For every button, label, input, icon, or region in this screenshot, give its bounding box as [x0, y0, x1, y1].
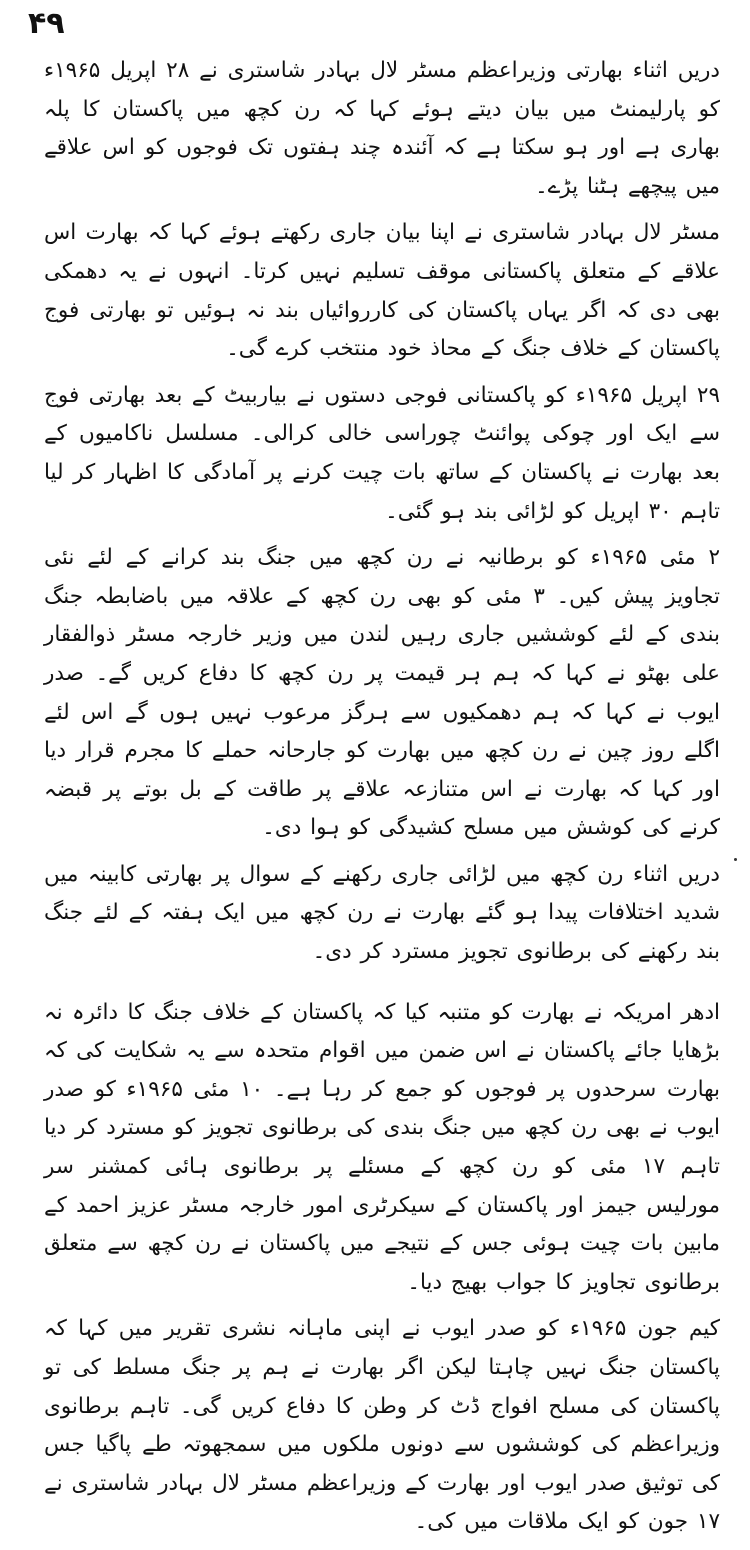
paragraph: ۲۹ اپریل ۱۹۶۵ء کو پاکستانی فوجی دستوں نے بیاربیٹ کے بعد بھارتی فوج سے ایک اور چوکی پوائنٹ چوراسی خالی کرالی۔ مسلسل ناکامیوں کے بعد بھارت نے پاکستان کے ساتھ بات چیت کرنے پر آمادگی کا اظہار کر لیا تاہم ۳۰ اپریل کو لڑائی بند ہو گئی۔ — [44, 382, 720, 524]
paragraph: مسٹر لال بہادر شاستری نے اپنا بیان جاری رکھتے ہوئے کہا کہ بھارت اس علاقے کے متعلق پاکستانی موقف تسلیم نہیں کرتا۔ انہوں نے یہ دھمکی بھی دی کہ اگر یہاں پاکستان کی کارروائیاں بند نہ ہوئیں تو بھارتی فوج پاکستان کے خلاف جنگ کے محاذ خود منتخب کرے گی۔ — [44, 220, 720, 362]
document-body — [44, 52, 720, 1550]
paragraph: دریں اثناء رن کچھ میں لڑائی جاری رکھنے کے سوال پر بھارتی کابینہ میں شدید اختلافات پیدا ہو گئے بھارت نے رن کچھ میں ایک ہفتہ کے لئے جنگ بند رکھنے کی برطانوی تجویز مسترد کر دی۔ — [44, 861, 720, 965]
page-number: ۴۹ — [28, 6, 65, 41]
paragraph: کیم جون ۱۹۶۵ء کو صدر ایوب نے اپنی ماہانہ نشری تقریر میں کہا کہ پاکستان جنگ نہیں چاہتا لیکن اگر بھارت نے ہم پر جنگ مسلط کی تو پاکستان کی مسلح افواج ڈٹ کر وطن کا دفاع کریں گی۔ تاہم برطانوی وزیراعظم کی کوششوں سے دونوں ملکوں میں سمجھوتہ طے پاگیا جس کی توثیق صدر ایوب اور بھارت کے وزیراعظم مسٹر لال بہادر شاستری نے ۱۷ جون کو ایک ملاقات میں کی۔ — [44, 1316, 720, 1535]
paragraph: ادھر امریکہ نے بھارت کو متنبہ کیا کہ پاکستان کے خلاف جنگ کا دائرہ نہ بڑھایا جائے پاکستان نے اس ضمن میں اقوام متحدہ سے یہ شکایت کی کہ بھارت سرحدوں پر فوجوں کو جمع کر رہا ہے۔ ۱۰ مئی ۱۹۶۵ء کو صدر ایوب نے بھی رن کچھ میں جنگ بندی کی برطانوی تجویز کو مسترد کر دیا تاہم ۱۷ مئی کو رن کچھ کے مسئلے پر برطانوی ہائی کمشنر سر مورلیس جیمز اور پاکستان کے سیکرٹری امور خارجہ مسٹر عزیز احمد کے مابین بات چیت ہوئی جس کے نتیجے میں پاکستان نے رن کچھ سے متعلق برطانوی تجاویز کا جواب بھیج دیا۔ — [44, 999, 721, 1295]
paragraph: دریں اثناء بھارتی وزیراعظم مسٹر لال بہادر شاستری نے ۲۸ اپریل ۱۹۶۵ء کو پارلیمنٹ میں بیان دیتے ہوئے کہا کہ رن کچھ میں پاکستان کا پلہ بھاری ہے اور ہو سکتا ہے کہ آئندہ چند ہفتوں تک فوجوں کو اس علاقے میں پیچھے ہٹنا پڑے۔ — [44, 58, 720, 199]
scan-speck — [734, 858, 737, 861]
paragraph: ۲ مئی ۱۹۶۵ء کو برطانیہ نے رن کچھ میں جنگ بند کرانے کے لئے نئی تجاویز پیش کیں۔ ۳ مئی کو بھی رن کچھ کے علاقہ میں باضابطہ جنگ بندی کے لئے کوششیں جاری رہیں لندن میں وزیر خارجہ مسٹر ذوالفقار علی بھٹو نے کہا کہ ہم ہر قیمت پر رن کچھ کا دفاع کریں گے۔ صدر ایوب نے کہا کہ ہم دھمکیوں سے ہرگز مرعوب نہیں ہوں گے اس لئے اگلے روز چین نے رن کچھ میں بھارت کو جارحانہ حملے کا مجرم قرار دیا اور کہا کہ بھارت نے اس متنازعہ علاقے پر طاقت کے بل بوتے پر قبضہ کرنے کی کوشش میں مسلح کشیدگی کو ہوا دی۔ — [44, 545, 720, 841]
